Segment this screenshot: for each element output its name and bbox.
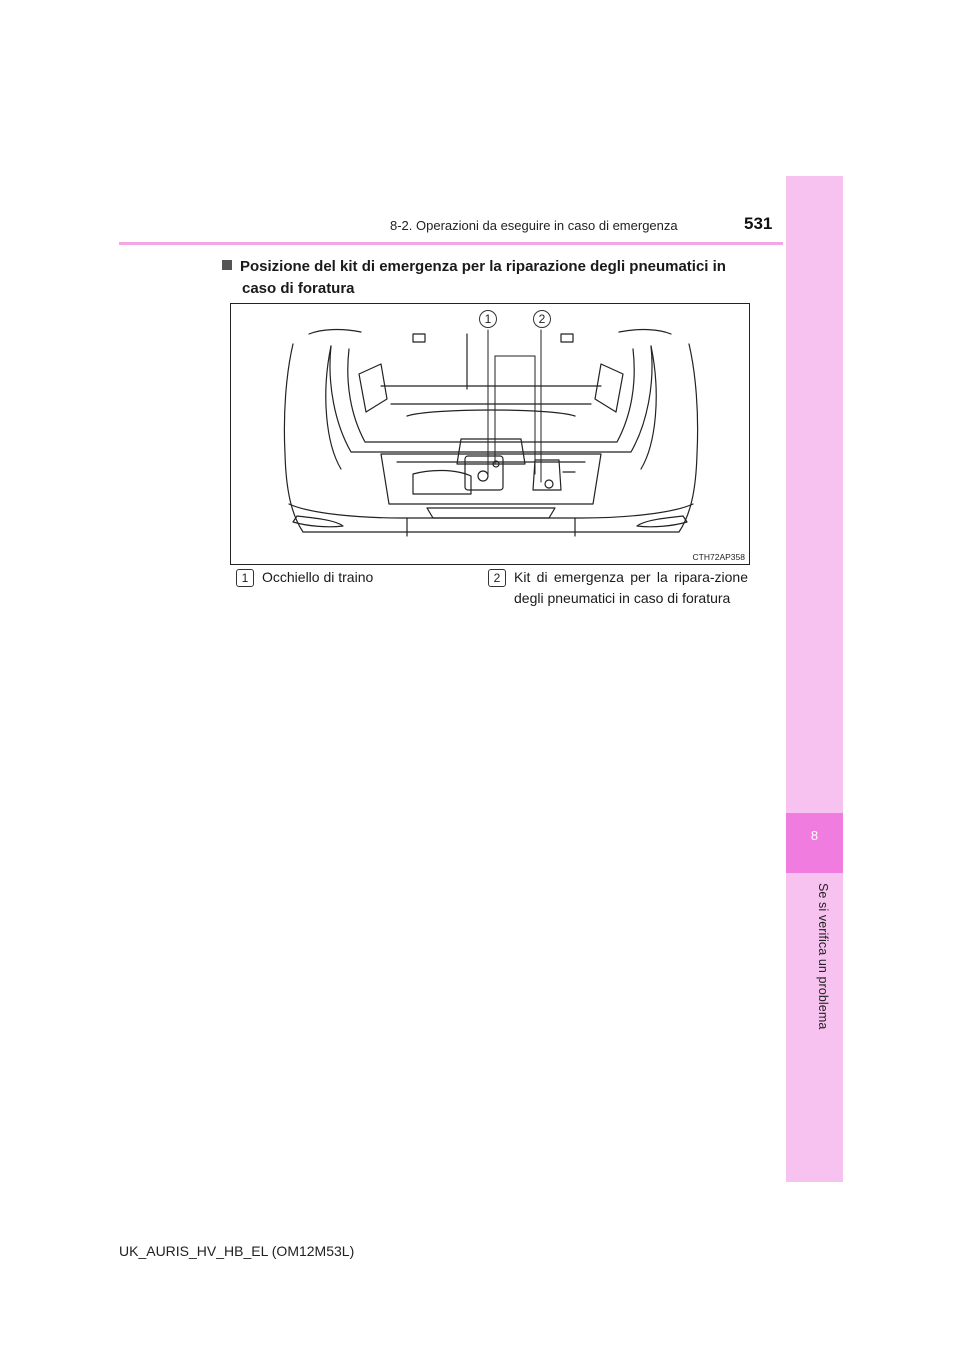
footer-model-code: UK_AURIS_HV_HB_EL (OM12M53L) <box>119 1243 355 1259</box>
section-heading-line2: caso di foratura <box>242 280 355 297</box>
section-heading <box>222 256 750 300</box>
legend-number-badge: 1 <box>236 569 254 587</box>
car-trunk-drawing <box>231 304 749 564</box>
page-number: 531 <box>744 214 773 233</box>
legend-text: Kit di emergenza per la ripara-zione degli pneumatici in caso di foratura <box>514 569 748 606</box>
chapter-title: Se si verifica un problema <box>816 883 830 1030</box>
legend-number-badge: 2 <box>488 569 506 587</box>
square-bullet-icon <box>222 260 232 270</box>
chapter-number: 8 <box>810 828 819 843</box>
running-header-section: 8-2. Operazioni da eseguire in caso di emergenza <box>390 218 678 233</box>
chapter-number-box <box>786 813 843 873</box>
figure-callout-2: 2 <box>533 310 551 328</box>
figure-code: CTH72AP358 <box>692 552 745 562</box>
header-rule <box>119 242 783 245</box>
section-heading-line1: Posizione del kit di emergenza per la riparazione degli pneumatici in <box>240 258 726 275</box>
figure-callout-1: 1 <box>479 310 497 328</box>
legend-text: Occhiello di traino <box>262 569 374 585</box>
trunk-illustration <box>230 303 750 565</box>
